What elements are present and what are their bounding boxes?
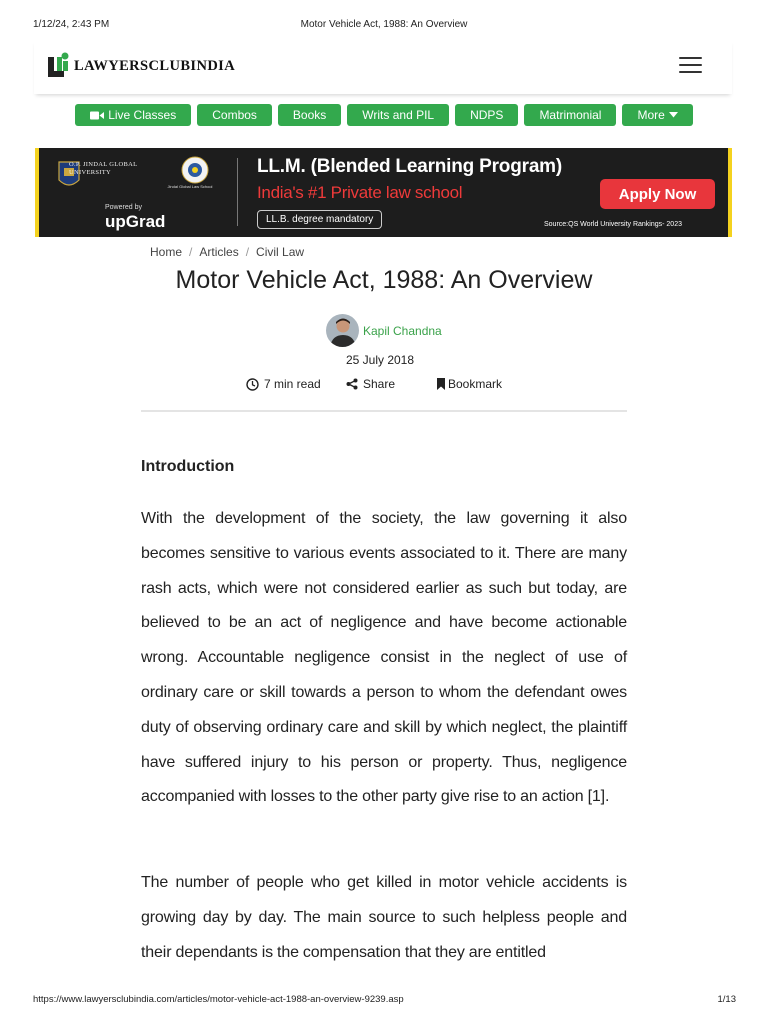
share-label: Share <box>363 377 396 391</box>
apply-now-button[interactable]: Apply Now <box>600 179 715 209</box>
nav-item-label: More <box>637 108 665 122</box>
site-header <box>34 40 732 94</box>
banner-divider <box>237 158 238 226</box>
site-logo-text[interactable]: LAWYERSCLUBINDIA <box>74 58 236 74</box>
hamburger-menu-icon[interactable] <box>679 54 703 76</box>
article-paragraph: With the development of the society, the law governing it also becomes sensitive to various events associated to it. There are many rash acts, which were not considered earlier as such but today, are believed to be an act of negligence and have become actionable wrong. Accountable negligence consist in the neglect of use of ordinary care or skill towards a person to whom the defendant owes duty of observing ordinary care and skill by which neglect, the plaintiff have suffered injury to his person or property. Thus, negligence accompanied with losses to the other party give rise to an action [1]. <box>141 510 627 806</box>
banner-powered-by: Powered by <box>105 204 142 211</box>
author-name-link[interactable]: Kapil Chandna <box>363 323 442 338</box>
breadcrumb <box>150 245 304 259</box>
section-heading-introduction: Introduction <box>141 458 235 475</box>
nav-live-classes-button[interactable] <box>75 104 191 126</box>
nav-more-dropdown[interactable] <box>622 104 692 126</box>
print-datetime: 1/12/24, 2:43 PM <box>33 19 110 30</box>
category-nav <box>0 104 768 126</box>
bookmark-button[interactable] <box>436 377 502 391</box>
nav-item-label: Books <box>292 108 327 122</box>
share-button[interactable] <box>346 377 395 391</box>
breadcrumb-separator: / <box>245 245 250 259</box>
publish-date: 25 July 2018 <box>345 353 415 367</box>
nav-item-label: Writs and PIL <box>362 108 435 122</box>
clock-icon <box>246 378 259 391</box>
banner-source-note: Source:QS World University Rankings- 2023 <box>544 221 682 228</box>
article-paragraph: The number of people who get killed in motor vehicle accidents is growing day by day. The main source to such helpless people and their dependants is the compensation that they are entitled <box>141 874 627 961</box>
nav-item-label: Matrimonial <box>539 108 602 122</box>
breadcrumb-home-link[interactable]: Home <box>150 245 183 259</box>
read-time-label: 7 min read <box>264 377 321 391</box>
article-header-divider <box>141 410 627 412</box>
video-camera-icon <box>90 111 104 120</box>
nav-item-label: NDPS <box>470 108 504 122</box>
banner-tag: LL.B. degree mandatory <box>257 210 382 229</box>
nav-combos-button[interactable] <box>197 104 272 126</box>
nav-item-label: Combos <box>212 108 257 122</box>
print-page-number: 1/13 <box>717 994 736 1005</box>
site-logo-icon[interactable] <box>46 51 72 81</box>
bookmark-icon <box>436 378 446 390</box>
llm-program-banner-ad[interactable] <box>35 148 732 237</box>
breadcrumb-civil-law-link[interactable]: Civil Law <box>256 245 305 259</box>
print-page-url: https://www.lawyersclubindia.com/articles/motor-vehicle-act-1988-an-overview-9239.asp <box>33 994 404 1005</box>
article-title: Motor Vehicle Act, 1988: An Overview <box>175 266 593 294</box>
banner-school-name: Jindal Global Law School <box>167 184 213 189</box>
breadcrumb-articles-link[interactable]: Articles <box>199 245 239 259</box>
share-icon <box>346 378 358 390</box>
nav-ndps-button[interactable] <box>455 104 518 126</box>
article-meta-row <box>0 377 768 395</box>
breadcrumb-separator: / <box>189 245 193 259</box>
banner-university-name: O.P. JINDAL GLOBAL UNIVERSITY <box>69 161 138 176</box>
banner-headline: LL.M. (Blended Learning Program) <box>257 156 563 177</box>
nav-matrimonial-button[interactable] <box>524 104 616 126</box>
author-block <box>326 314 442 347</box>
read-time <box>246 377 321 391</box>
caret-down-icon <box>669 112 678 118</box>
nav-writs-pil-button[interactable] <box>347 104 449 126</box>
nav-item-label: Live Classes <box>108 108 177 122</box>
print-document-title: Motor Vehicle Act, 1988: An Overview <box>300 19 468 30</box>
banner-subheadline: India's #1 Private law school <box>257 183 463 202</box>
nav-books-button[interactable] <box>278 104 341 126</box>
banner-partner-logo: upGrad <box>105 212 166 231</box>
author-avatar[interactable] <box>326 314 359 347</box>
bookmark-label: Bookmark <box>448 377 503 391</box>
